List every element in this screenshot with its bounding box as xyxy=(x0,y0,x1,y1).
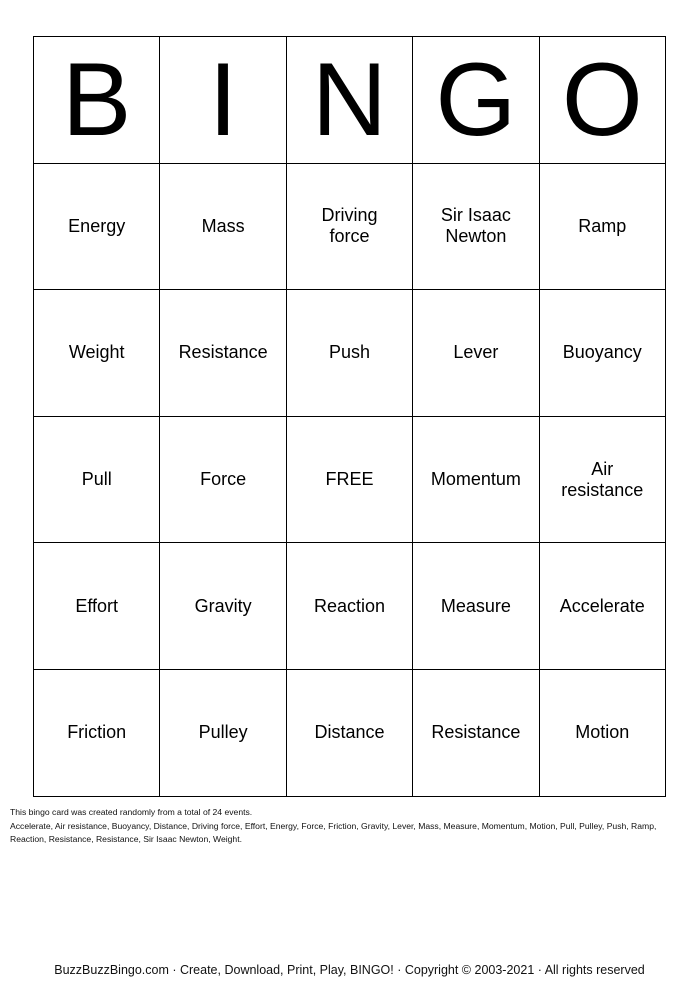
header-letter-i: I xyxy=(160,37,286,164)
header-letter-g: G xyxy=(413,37,539,164)
footnote-summary: This bingo card was created randomly from a total of 24 events. xyxy=(10,807,253,817)
bingo-cell: Momentum xyxy=(413,416,539,543)
header-row xyxy=(34,37,666,164)
bingo-cell: Pull xyxy=(34,416,160,543)
bingo-cell: Resistance xyxy=(160,290,286,417)
card-row xyxy=(34,669,666,796)
bingo-cell: Force xyxy=(160,416,286,543)
bingo-cell: Weight xyxy=(34,290,160,417)
bingo-cell: Ramp xyxy=(539,163,665,290)
site-footer: BuzzBuzzBingo.com · Create, Download, Print, Play, BINGO! · Copyright © 2003-2021 · All rights reserved xyxy=(54,963,645,977)
bingo-cell: Driving force xyxy=(286,163,412,290)
bingo-cell: Measure xyxy=(413,543,539,670)
bingo-cell: Pulley xyxy=(160,669,286,796)
free-space-cell: FREE xyxy=(286,416,412,543)
bingo-cell: Air resistance xyxy=(539,416,665,543)
bingo-cell: Friction xyxy=(34,669,160,796)
card-row xyxy=(34,416,666,543)
bingo-cell: Push xyxy=(286,290,412,417)
bingo-cell: Energy xyxy=(34,163,160,290)
bingo-cell: Accelerate xyxy=(539,543,665,670)
bingo-cell: Resistance xyxy=(413,669,539,796)
card-row xyxy=(34,543,666,670)
bingo-cell: Sir Isaac Newton xyxy=(413,163,539,290)
card-footnote xyxy=(10,806,690,847)
bingo-cell: Buoyancy xyxy=(539,290,665,417)
bingo-card xyxy=(33,36,666,797)
bingo-cell: Gravity xyxy=(160,543,286,670)
footnote-event-list: Accelerate, Air resistance, Buoyancy, Distance, Driving force, Effort, Energy, Force, Friction, Gravity, Lever, Mass, Measure, Momentum, Motion, Pull, Pulley, Push, Ramp, Reaction, Resistance, Resistance, Sir Isaac Newton, Weight. xyxy=(10,820,657,844)
header-letter-o: O xyxy=(539,37,665,164)
card-row xyxy=(34,290,666,417)
bingo-cell: Distance xyxy=(286,669,412,796)
bingo-cell: Effort xyxy=(34,543,160,670)
bingo-cell: Mass xyxy=(160,163,286,290)
bingo-cell: Lever xyxy=(413,290,539,417)
header-letter-b: B xyxy=(34,37,160,164)
bingo-cell: Motion xyxy=(539,669,665,796)
header-letter-n: N xyxy=(286,37,412,164)
bingo-cell: Reaction xyxy=(286,543,412,670)
card-row xyxy=(34,163,666,290)
